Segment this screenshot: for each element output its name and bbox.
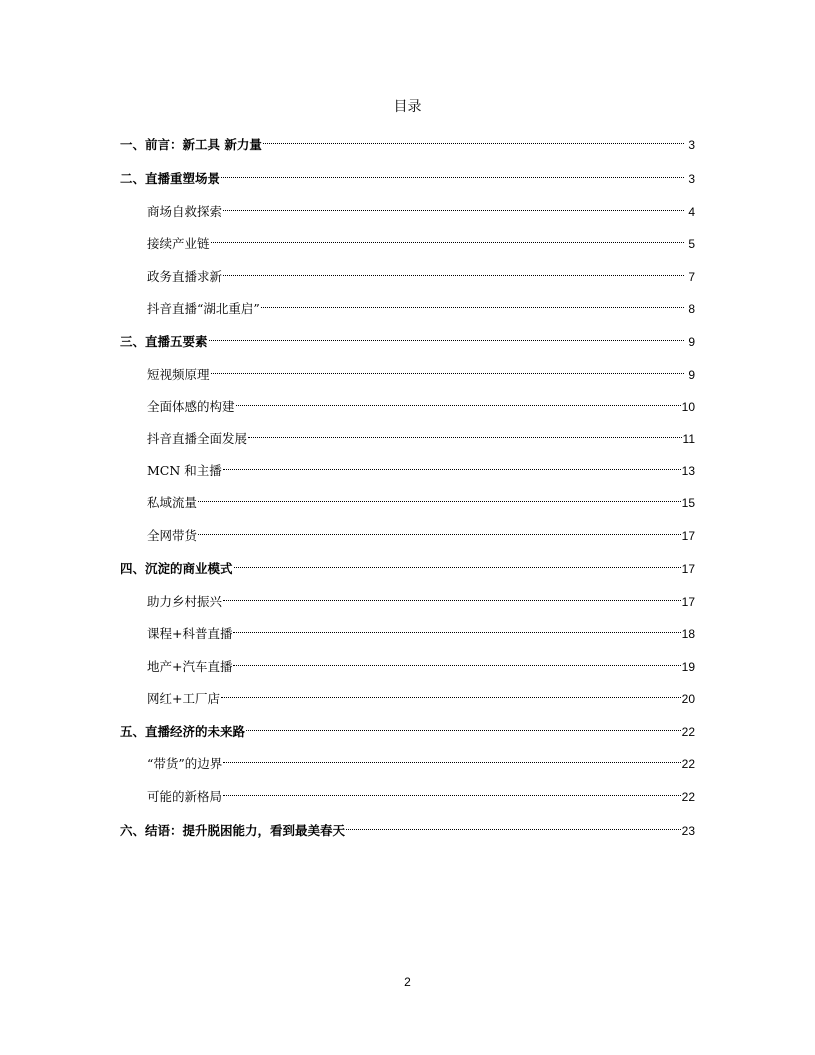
dot-leader <box>263 129 684 149</box>
dot-leader <box>211 228 684 248</box>
page-number: 2 <box>404 975 411 989</box>
dot-leader <box>234 553 681 573</box>
toc-entry-page: 3 <box>688 138 695 152</box>
toc-subentry[interactable] <box>120 196 695 219</box>
toc-subentry[interactable] <box>120 748 695 771</box>
toc-entry-label: 助力乡村振兴 <box>147 594 223 609</box>
toc-subentry[interactable] <box>120 487 695 510</box>
toc-subentry[interactable] <box>120 781 695 804</box>
dot-leader <box>248 423 682 443</box>
toc-entry-label: 三、直播五要素 <box>120 334 208 349</box>
toc-entry-label: 课程+科普直播 <box>147 626 233 641</box>
toc-entry-page: 22 <box>681 725 695 739</box>
dot-leader <box>233 618 680 638</box>
toc-entry-label: 六、结语：提升脱困能力，看到最美春天 <box>120 823 346 838</box>
toc-entry-page: 17 <box>681 595 695 609</box>
dot-leader <box>221 683 681 703</box>
toc-subentry[interactable] <box>120 618 695 641</box>
toc-entry-label: 网红+工厂店 <box>147 691 220 706</box>
dot-leader <box>198 520 681 540</box>
toc-entry-label: 短视频原理 <box>147 367 210 382</box>
toc-entry-label: 一、前言：新工具 新力量 <box>120 137 262 152</box>
toc-entry-label: 五、直播经济的未来路 <box>120 724 246 739</box>
toc-entry-section-3[interactable] <box>120 326 695 349</box>
toc-entry-page: 17 <box>681 562 695 576</box>
toc-entry-label: 私域流量 <box>147 495 198 510</box>
toc-entry-page: 13 <box>681 464 695 478</box>
toc-subentry[interactable] <box>120 261 695 284</box>
toc-title: 目录 <box>393 99 422 115</box>
dot-leader <box>198 487 681 507</box>
toc-subentry[interactable] <box>120 228 695 251</box>
toc-entry-label: “带货”的边界 <box>147 756 223 771</box>
toc-entry-page: 8 <box>688 302 695 316</box>
toc-entry-page: 19 <box>681 660 695 674</box>
dot-leader <box>223 586 681 606</box>
toc-entry-page: 17 <box>681 529 695 543</box>
dot-leader <box>223 261 684 281</box>
dot-leader <box>223 748 680 768</box>
toc-entry-label: 地产+汽车直播 <box>147 659 233 674</box>
toc-entry-label: 二、直播重塑场景 <box>120 171 221 186</box>
toc-entry-section-4[interactable] <box>120 553 695 576</box>
toc-entry-label: 抖音直播“湖北重启” <box>147 301 260 316</box>
toc-entry-section-5[interactable] <box>120 716 695 739</box>
toc-subentry[interactable] <box>120 651 695 674</box>
toc-subentry[interactable] <box>120 293 695 316</box>
dot-leader <box>209 326 684 346</box>
toc-entry-page: 5 <box>688 237 695 251</box>
toc-subentry[interactable] <box>120 683 695 706</box>
toc-subentry[interactable] <box>120 391 695 414</box>
toc-entry-label: 政务直播求新 <box>147 269 223 284</box>
toc-subentry[interactable] <box>120 586 695 609</box>
toc-subentry[interactable] <box>120 520 695 543</box>
dot-leader <box>236 391 681 411</box>
toc-entry-page: 10 <box>681 400 695 414</box>
toc-entry-page: 22 <box>681 757 695 771</box>
toc-entry-preface[interactable] <box>120 129 695 152</box>
toc-entry-label: 抖音直播全面发展 <box>147 431 248 446</box>
toc-entry-page: 4 <box>688 205 695 219</box>
dot-leader <box>211 359 684 379</box>
toc-subentry[interactable] <box>120 455 695 478</box>
dot-leader <box>223 781 681 801</box>
toc-entry-page: 20 <box>681 692 695 706</box>
toc-entry-label: 全网带货 <box>147 528 198 543</box>
toc-entry-page: 23 <box>681 824 695 838</box>
dot-leader <box>261 293 684 313</box>
dot-leader <box>346 815 681 835</box>
dot-leader <box>246 716 681 736</box>
toc-entry-conclusion[interactable] <box>120 815 695 838</box>
toc-subentry[interactable] <box>120 359 695 382</box>
toc-entry-label: 四、沉淀的商业模式 <box>120 561 233 576</box>
toc-entry-label: 可能的新格局 <box>147 789 223 804</box>
toc-entry-label: 接续产业链 <box>147 236 210 251</box>
dot-leader <box>233 651 680 671</box>
toc-subentry[interactable] <box>120 423 695 446</box>
toc-entry-label: 商场自救探索 <box>147 204 223 219</box>
toc-entry-label: MCN 和主播 <box>147 463 222 478</box>
toc-entry-label: 全面体感的构建 <box>147 399 235 414</box>
toc-entry-page: 9 <box>688 368 695 382</box>
table-of-contents <box>120 128 695 848</box>
toc-entry-section-2[interactable] <box>120 163 695 186</box>
dot-leader <box>223 196 684 216</box>
toc-entry-page: 18 <box>681 627 695 641</box>
dot-leader <box>223 455 681 475</box>
toc-entry-page: 15 <box>681 496 695 510</box>
dot-leader <box>221 163 684 183</box>
toc-entry-page: 7 <box>688 270 695 284</box>
toc-entry-page: 22 <box>681 790 695 804</box>
toc-entry-page: 11 <box>682 432 695 446</box>
toc-entry-page: 9 <box>688 335 695 349</box>
toc-entry-page: 3 <box>688 172 695 186</box>
